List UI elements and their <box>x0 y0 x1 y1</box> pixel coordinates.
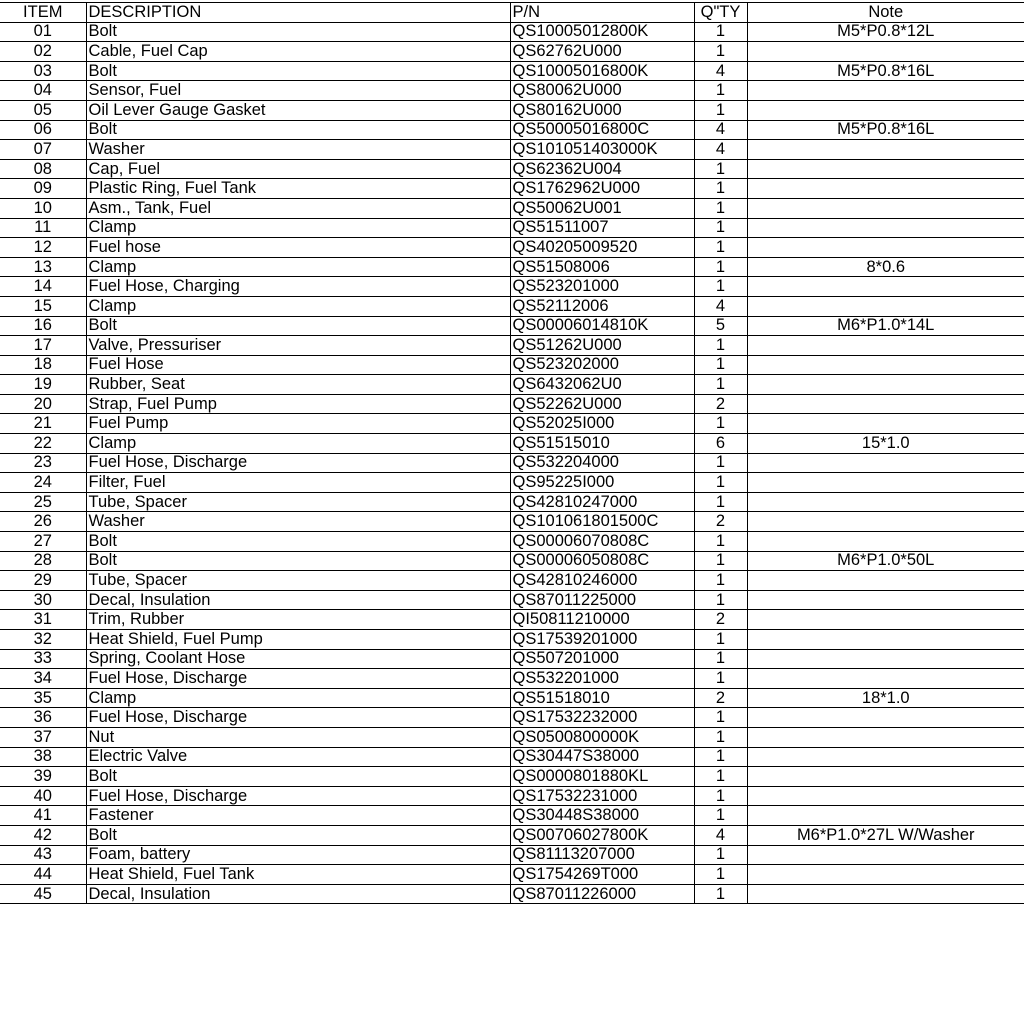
cell-description: Fastener <box>86 806 510 826</box>
cell-quantity: 1 <box>694 336 747 356</box>
cell-note <box>747 865 1024 885</box>
table-row <box>0 120 1024 140</box>
cell-item: 24 <box>0 473 86 493</box>
cell-item: 04 <box>0 81 86 101</box>
cell-description: Heat Shield, Fuel Pump <box>86 630 510 650</box>
cell-part-number: QS10005016800K <box>510 61 694 81</box>
cell-description: Bolt <box>86 532 510 552</box>
cell-note <box>747 42 1024 62</box>
cell-note: 15*1.0 <box>747 434 1024 454</box>
cell-part-number: QS6432062U0 <box>510 375 694 395</box>
cell-quantity: 1 <box>694 277 747 297</box>
cell-part-number: QS51515010 <box>510 434 694 454</box>
cell-part-number: QS00006014810K <box>510 316 694 336</box>
cell-part-number: QS51262U000 <box>510 336 694 356</box>
cell-part-number: QS87011226000 <box>510 884 694 904</box>
cell-quantity: 2 <box>694 688 747 708</box>
cell-description: Fuel Hose, Charging <box>86 277 510 297</box>
cell-part-number: QS101051403000K <box>510 140 694 160</box>
table-body <box>0 22 1024 904</box>
table-row <box>0 159 1024 179</box>
table-row <box>0 492 1024 512</box>
cell-description: Asm., Tank, Fuel <box>86 198 510 218</box>
table-row <box>0 649 1024 669</box>
table-row <box>0 786 1024 806</box>
cell-description: Cable, Fuel Cap <box>86 42 510 62</box>
cell-item: 31 <box>0 610 86 630</box>
cell-description: Decal, Insulation <box>86 590 510 610</box>
table-row <box>0 140 1024 160</box>
cell-description: Fuel Hose, Discharge <box>86 708 510 728</box>
table-row <box>0 375 1024 395</box>
cell-note <box>747 336 1024 356</box>
header-item: ITEM <box>0 3 86 23</box>
cell-note <box>747 218 1024 238</box>
cell-description: Clamp <box>86 296 510 316</box>
cell-description: Rubber, Seat <box>86 375 510 395</box>
cell-quantity: 1 <box>694 630 747 650</box>
cell-description: Plastic Ring, Fuel Tank <box>86 179 510 199</box>
cell-description: Fuel Hose, Discharge <box>86 669 510 689</box>
table-row <box>0 747 1024 767</box>
table-row <box>0 336 1024 356</box>
cell-part-number: QS101061801500C <box>510 512 694 532</box>
cell-part-number: QS1762962U000 <box>510 179 694 199</box>
cell-quantity: 1 <box>694 865 747 885</box>
cell-part-number: QS42810246000 <box>510 571 694 591</box>
cell-description: Fuel hose <box>86 238 510 258</box>
cell-note: 8*0.6 <box>747 257 1024 277</box>
cell-description: Bolt <box>86 22 510 42</box>
cell-part-number: QS10005012800K <box>510 22 694 42</box>
cell-item: 21 <box>0 414 86 434</box>
cell-quantity: 1 <box>694 669 747 689</box>
cell-item: 22 <box>0 434 86 454</box>
cell-quantity: 1 <box>694 453 747 473</box>
cell-note <box>747 747 1024 767</box>
cell-part-number: QS52112006 <box>510 296 694 316</box>
cell-quantity: 2 <box>694 610 747 630</box>
cell-note <box>747 669 1024 689</box>
cell-note <box>747 884 1024 904</box>
cell-item: 35 <box>0 688 86 708</box>
table-row <box>0 316 1024 336</box>
cell-quantity: 1 <box>694 806 747 826</box>
cell-part-number: QS1754269T000 <box>510 865 694 885</box>
table-row <box>0 81 1024 101</box>
cell-description: Bolt <box>86 316 510 336</box>
cell-item: 15 <box>0 296 86 316</box>
cell-quantity: 1 <box>694 767 747 787</box>
cell-part-number: QS17532232000 <box>510 708 694 728</box>
cell-description: Clamp <box>86 688 510 708</box>
cell-part-number: QS30447S38000 <box>510 747 694 767</box>
cell-note <box>747 375 1024 395</box>
cell-quantity: 1 <box>694 786 747 806</box>
cell-quantity: 1 <box>694 747 747 767</box>
cell-item: 11 <box>0 218 86 238</box>
cell-note <box>747 453 1024 473</box>
cell-description: Clamp <box>86 257 510 277</box>
cell-item: 39 <box>0 767 86 787</box>
cell-part-number: QS532201000 <box>510 669 694 689</box>
cell-quantity: 1 <box>694 179 747 199</box>
cell-note <box>747 473 1024 493</box>
cell-quantity: 5 <box>694 316 747 336</box>
parts-list-table <box>0 2 1024 904</box>
cell-description: Oil Lever Gauge Gasket <box>86 100 510 120</box>
cell-quantity: 1 <box>694 473 747 493</box>
cell-note <box>747 786 1024 806</box>
cell-quantity: 1 <box>694 81 747 101</box>
cell-item: 32 <box>0 630 86 650</box>
cell-description: Fuel Hose <box>86 355 510 375</box>
cell-quantity: 1 <box>694 590 747 610</box>
cell-description: Electric Valve <box>86 747 510 767</box>
cell-note <box>747 649 1024 669</box>
cell-item: 07 <box>0 140 86 160</box>
cell-quantity: 1 <box>694 571 747 591</box>
cell-item: 43 <box>0 845 86 865</box>
cell-note <box>747 845 1024 865</box>
cell-quantity: 1 <box>694 708 747 728</box>
cell-item: 06 <box>0 120 86 140</box>
cell-note <box>747 610 1024 630</box>
table-row <box>0 453 1024 473</box>
table-row <box>0 630 1024 650</box>
cell-quantity: 4 <box>694 296 747 316</box>
cell-quantity: 1 <box>694 159 747 179</box>
cell-quantity: 1 <box>694 42 747 62</box>
cell-part-number: QS80062U000 <box>510 81 694 101</box>
cell-note <box>747 532 1024 552</box>
cell-quantity: 1 <box>694 355 747 375</box>
cell-quantity: 1 <box>694 727 747 747</box>
cell-note <box>747 355 1024 375</box>
cell-part-number: QS95225I000 <box>510 473 694 493</box>
table-row <box>0 551 1024 571</box>
cell-note <box>747 81 1024 101</box>
cell-item: 40 <box>0 786 86 806</box>
table-row <box>0 394 1024 414</box>
cell-note <box>747 179 1024 199</box>
cell-part-number: QS62362U004 <box>510 159 694 179</box>
cell-part-number: QS52025I000 <box>510 414 694 434</box>
cell-item: 02 <box>0 42 86 62</box>
cell-part-number: QS51511007 <box>510 218 694 238</box>
cell-note <box>747 238 1024 258</box>
cell-item: 44 <box>0 865 86 885</box>
cell-note <box>747 571 1024 591</box>
cell-note <box>747 140 1024 160</box>
table-row <box>0 825 1024 845</box>
cell-part-number: QI50811210000 <box>510 610 694 630</box>
cell-item: 14 <box>0 277 86 297</box>
table-row <box>0 532 1024 552</box>
cell-quantity: 1 <box>694 414 747 434</box>
cell-part-number: QS50062U001 <box>510 198 694 218</box>
cell-item: 37 <box>0 727 86 747</box>
cell-note <box>747 198 1024 218</box>
table-row <box>0 61 1024 81</box>
cell-note <box>747 806 1024 826</box>
cell-note: M5*P0.8*16L <box>747 61 1024 81</box>
cell-note: M6*P1.0*27L W/Washer <box>747 825 1024 845</box>
header-row <box>0 3 1024 23</box>
cell-description: Nut <box>86 727 510 747</box>
cell-note <box>747 708 1024 728</box>
cell-quantity: 4 <box>694 140 747 160</box>
table-row <box>0 708 1024 728</box>
cell-description: Trim, Rubber <box>86 610 510 630</box>
cell-part-number: QS51508006 <box>510 257 694 277</box>
table-row <box>0 42 1024 62</box>
cell-part-number: QS507201000 <box>510 649 694 669</box>
cell-item: 36 <box>0 708 86 728</box>
cell-part-number: QS42810247000 <box>510 492 694 512</box>
cell-note <box>747 394 1024 414</box>
cell-description: Washer <box>86 512 510 532</box>
cell-part-number: QS81113207000 <box>510 845 694 865</box>
cell-item: 03 <box>0 61 86 81</box>
table-row <box>0 355 1024 375</box>
cell-quantity: 1 <box>694 22 747 42</box>
cell-quantity: 2 <box>694 512 747 532</box>
cell-part-number: QS17539201000 <box>510 630 694 650</box>
cell-part-number: QS523201000 <box>510 277 694 297</box>
cell-description: Heat Shield, Fuel Tank <box>86 865 510 885</box>
cell-quantity: 4 <box>694 61 747 81</box>
cell-item: 19 <box>0 375 86 395</box>
table-row <box>0 512 1024 532</box>
cell-part-number: QS00006070808C <box>510 532 694 552</box>
table-row <box>0 198 1024 218</box>
cell-item: 41 <box>0 806 86 826</box>
cell-quantity: 1 <box>694 845 747 865</box>
table-header <box>0 3 1024 23</box>
cell-description: Bolt <box>86 767 510 787</box>
cell-item: 18 <box>0 355 86 375</box>
cell-quantity: 4 <box>694 120 747 140</box>
cell-quantity: 6 <box>694 434 747 454</box>
cell-note: M6*P1.0*50L <box>747 551 1024 571</box>
cell-item: 12 <box>0 238 86 258</box>
cell-quantity: 1 <box>694 492 747 512</box>
table-row <box>0 238 1024 258</box>
cell-item: 45 <box>0 884 86 904</box>
table-row <box>0 414 1024 434</box>
cell-description: Strap, Fuel Pump <box>86 394 510 414</box>
cell-quantity: 1 <box>694 218 747 238</box>
cell-quantity: 1 <box>694 551 747 571</box>
cell-item: 29 <box>0 571 86 591</box>
cell-note: 18*1.0 <box>747 688 1024 708</box>
cell-item: 16 <box>0 316 86 336</box>
cell-description: Decal, Insulation <box>86 884 510 904</box>
table-row <box>0 296 1024 316</box>
header-part-number: P/N <box>510 3 694 23</box>
cell-quantity: 1 <box>694 238 747 258</box>
table-row <box>0 688 1024 708</box>
cell-item: 23 <box>0 453 86 473</box>
table-row <box>0 218 1024 238</box>
table-row <box>0 590 1024 610</box>
cell-note <box>747 590 1024 610</box>
cell-description: Sensor, Fuel <box>86 81 510 101</box>
cell-description: Bolt <box>86 61 510 81</box>
cell-description: Cap, Fuel <box>86 159 510 179</box>
cell-item: 05 <box>0 100 86 120</box>
table-row <box>0 571 1024 591</box>
cell-note <box>747 512 1024 532</box>
cell-description: Bolt <box>86 825 510 845</box>
cell-quantity: 1 <box>694 198 747 218</box>
table-row <box>0 100 1024 120</box>
cell-item: 34 <box>0 669 86 689</box>
cell-part-number: QS523202000 <box>510 355 694 375</box>
cell-note <box>747 159 1024 179</box>
table-row <box>0 727 1024 747</box>
cell-note: M5*P0.8*12L <box>747 22 1024 42</box>
cell-item: 10 <box>0 198 86 218</box>
table-row <box>0 806 1024 826</box>
header-quantity: Q"TY <box>694 3 747 23</box>
cell-quantity: 4 <box>694 825 747 845</box>
cell-item: 13 <box>0 257 86 277</box>
cell-note <box>747 296 1024 316</box>
cell-item: 38 <box>0 747 86 767</box>
cell-part-number: QS87011225000 <box>510 590 694 610</box>
cell-note <box>747 414 1024 434</box>
cell-part-number: QS532204000 <box>510 453 694 473</box>
cell-quantity: 1 <box>694 257 747 277</box>
cell-item: 42 <box>0 825 86 845</box>
table-row <box>0 22 1024 42</box>
cell-part-number: QS17532231000 <box>510 786 694 806</box>
cell-description: Fuel Pump <box>86 414 510 434</box>
cell-note: M5*P0.8*16L <box>747 120 1024 140</box>
cell-part-number: QS80162U000 <box>510 100 694 120</box>
cell-description: Clamp <box>86 434 510 454</box>
cell-quantity: 2 <box>694 394 747 414</box>
cell-part-number: QS0500800000K <box>510 727 694 747</box>
cell-description: Bolt <box>86 551 510 571</box>
cell-part-number: QS51518010 <box>510 688 694 708</box>
cell-description: Washer <box>86 140 510 160</box>
table-row <box>0 884 1024 904</box>
table-row <box>0 179 1024 199</box>
cell-quantity: 1 <box>694 100 747 120</box>
cell-part-number: QS00006050808C <box>510 551 694 571</box>
table-row <box>0 277 1024 297</box>
cell-description: Bolt <box>86 120 510 140</box>
cell-part-number: QS00706027800K <box>510 825 694 845</box>
table-row <box>0 767 1024 787</box>
table-row <box>0 610 1024 630</box>
cell-note <box>747 277 1024 297</box>
cell-description: Valve, Pressuriser <box>86 336 510 356</box>
cell-note <box>747 767 1024 787</box>
cell-description: Tube, Spacer <box>86 492 510 512</box>
cell-part-number: QS62762U000 <box>510 42 694 62</box>
table-row <box>0 473 1024 493</box>
cell-item: 25 <box>0 492 86 512</box>
cell-item: 28 <box>0 551 86 571</box>
table-row <box>0 669 1024 689</box>
cell-description: Spring, Coolant Hose <box>86 649 510 669</box>
cell-part-number: QS40205009520 <box>510 238 694 258</box>
cell-description: Clamp <box>86 218 510 238</box>
cell-note <box>747 100 1024 120</box>
cell-item: 30 <box>0 590 86 610</box>
cell-item: 27 <box>0 532 86 552</box>
cell-item: 26 <box>0 512 86 532</box>
table-row <box>0 845 1024 865</box>
cell-item: 08 <box>0 159 86 179</box>
cell-item: 01 <box>0 22 86 42</box>
cell-item: 33 <box>0 649 86 669</box>
table-row <box>0 257 1024 277</box>
header-description: DESCRIPTION <box>86 3 510 23</box>
cell-quantity: 1 <box>694 649 747 669</box>
cell-part-number: QS50005016800C <box>510 120 694 140</box>
cell-description: Fuel Hose, Discharge <box>86 786 510 806</box>
cell-item: 17 <box>0 336 86 356</box>
table-row <box>0 434 1024 454</box>
cell-note <box>747 630 1024 650</box>
cell-part-number: QS30448S38000 <box>510 806 694 826</box>
cell-description: Fuel Hose, Discharge <box>86 453 510 473</box>
cell-note <box>747 492 1024 512</box>
cell-item: 20 <box>0 394 86 414</box>
cell-quantity: 1 <box>694 375 747 395</box>
cell-quantity: 1 <box>694 532 747 552</box>
cell-part-number: QS0000801880KL <box>510 767 694 787</box>
cell-description: Foam, battery <box>86 845 510 865</box>
cell-note: M6*P1.0*14L <box>747 316 1024 336</box>
cell-part-number: QS52262U000 <box>510 394 694 414</box>
header-note: Note <box>747 3 1024 23</box>
cell-description: Filter, Fuel <box>86 473 510 493</box>
cell-description: Tube, Spacer <box>86 571 510 591</box>
cell-quantity: 1 <box>694 884 747 904</box>
table-row <box>0 865 1024 885</box>
cell-note <box>747 727 1024 747</box>
cell-item: 09 <box>0 179 86 199</box>
